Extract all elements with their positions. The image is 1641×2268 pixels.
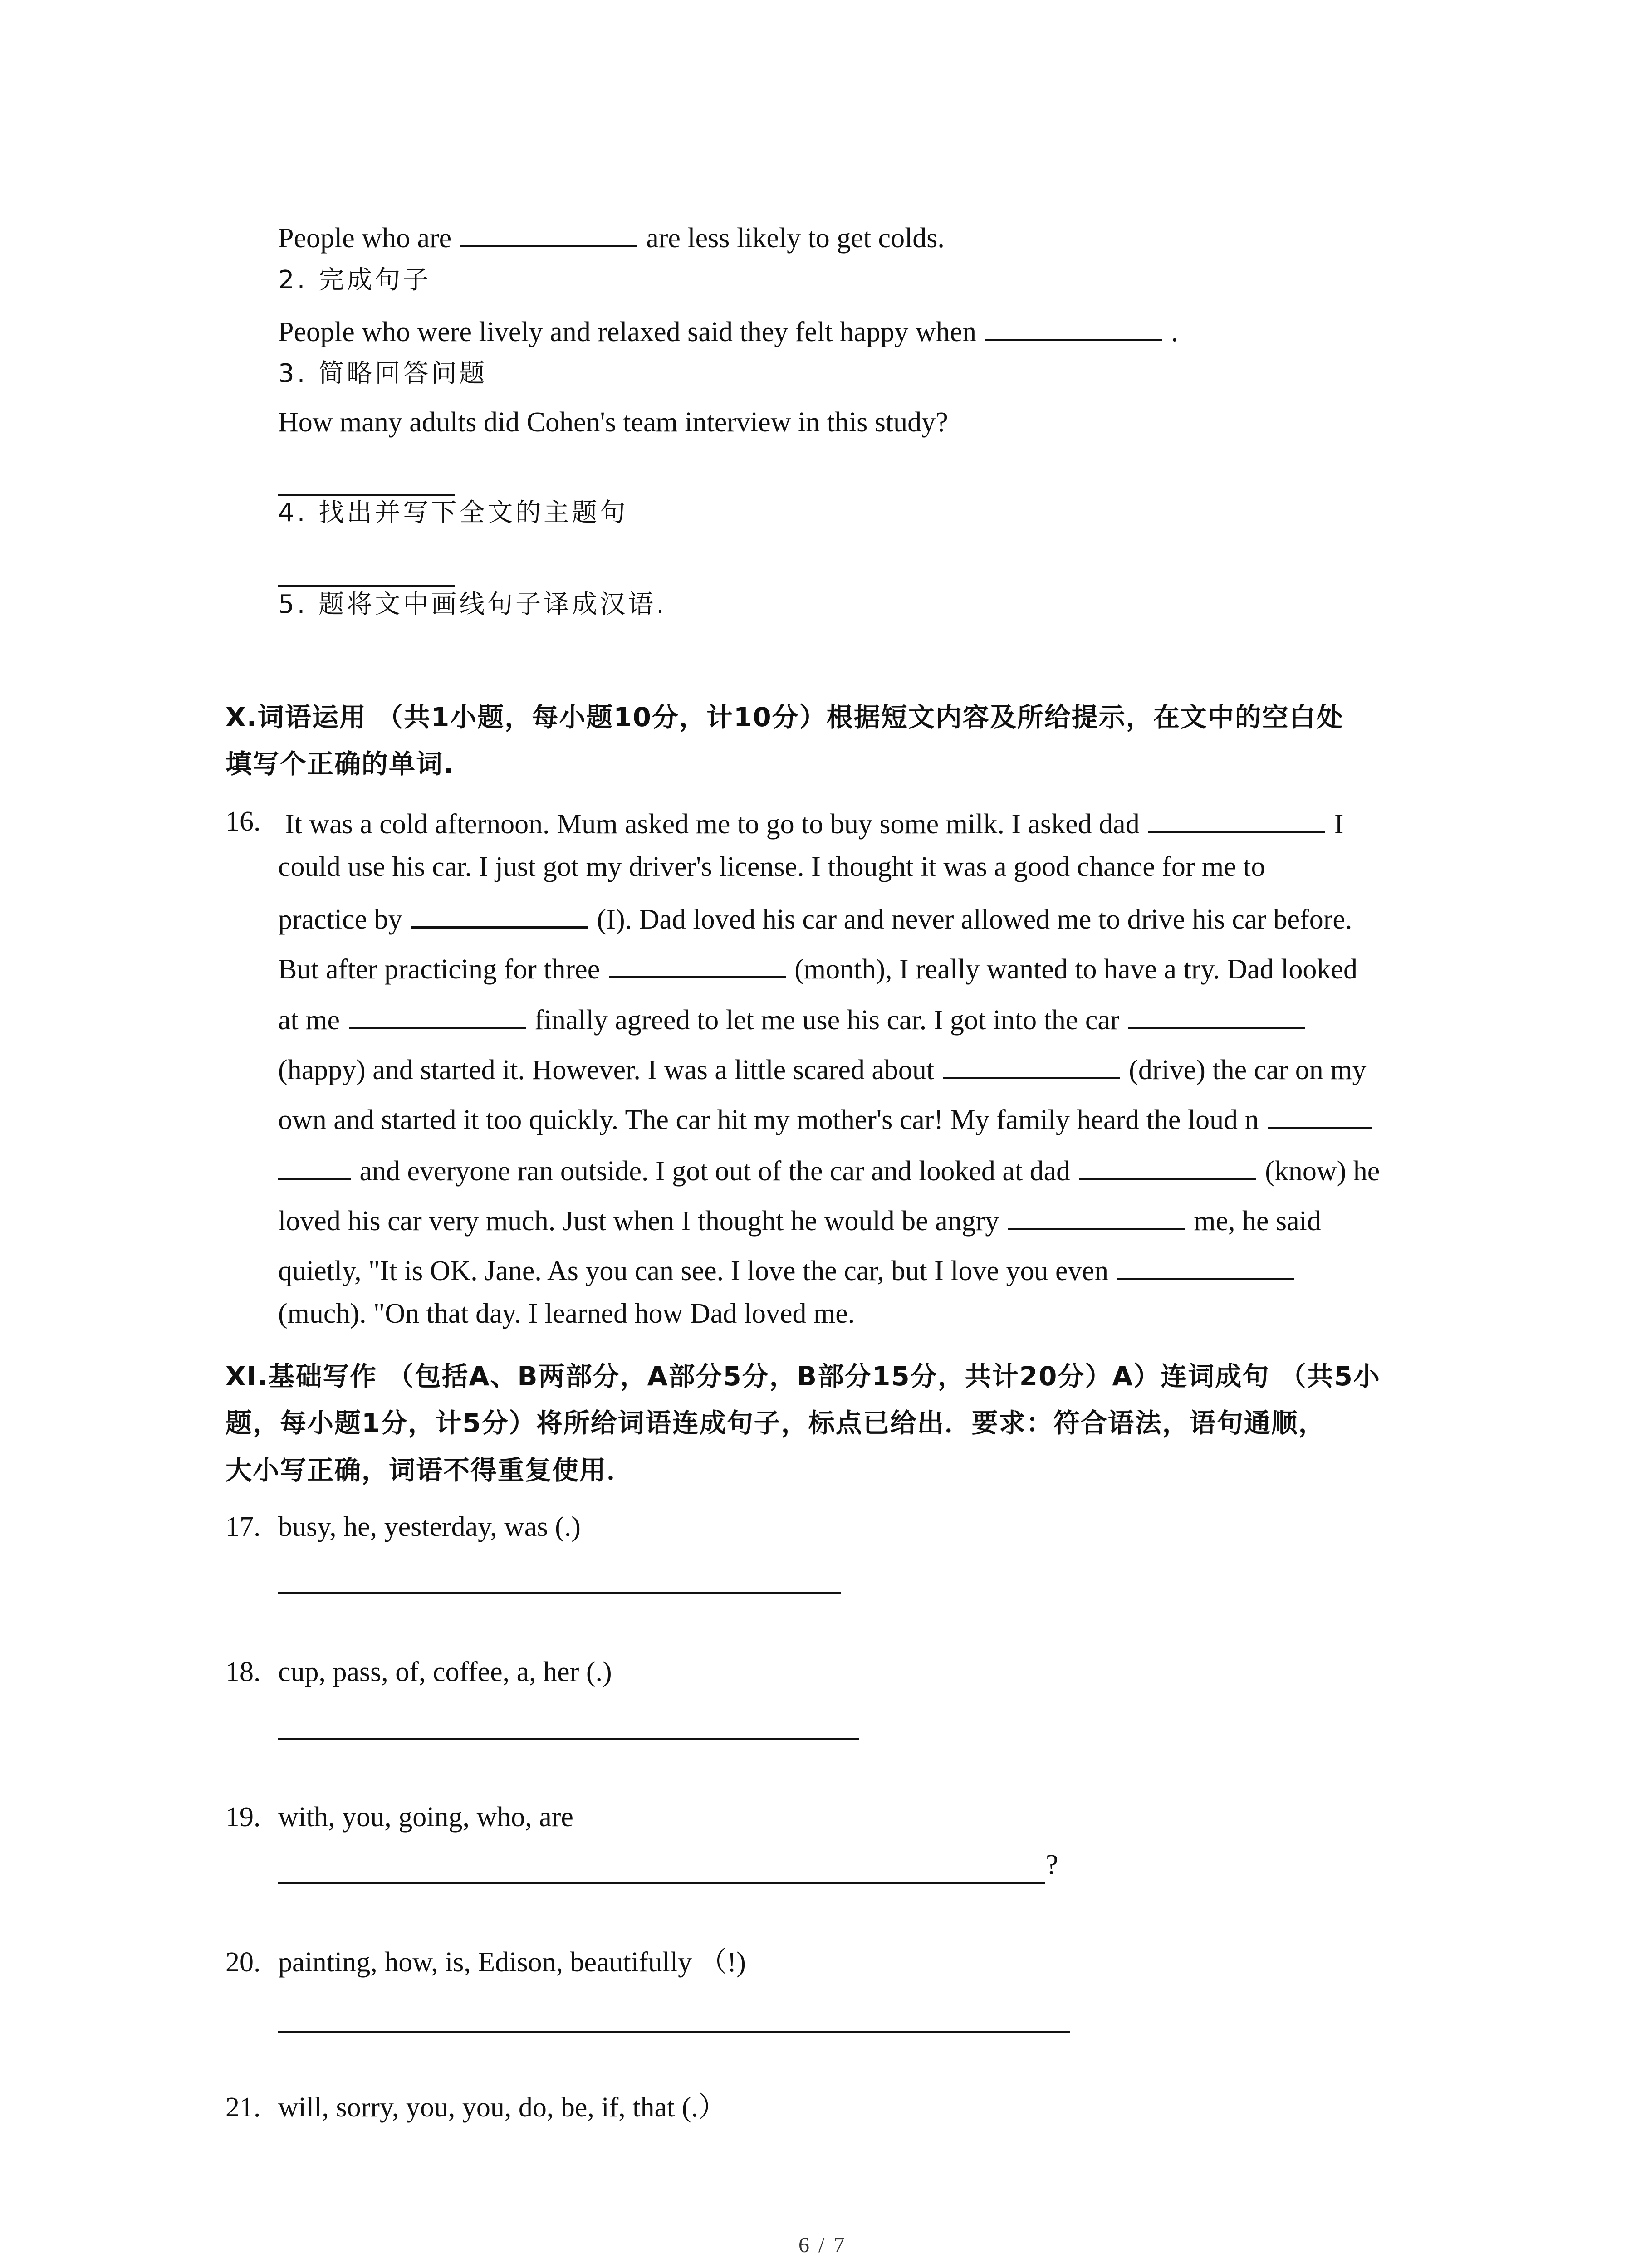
q2-sentence [278, 315, 1178, 346]
passage-text: (know) he [1265, 1156, 1380, 1187]
q1-sentence [278, 221, 945, 252]
question-18-words: cup, pass, of, coffee, a, her (.) [278, 1657, 612, 1687]
blank-2[interactable] [411, 903, 588, 929]
q2-label: 2. 完成句子 [278, 265, 431, 295]
passage-line-3 [278, 903, 1352, 934]
passage-text: own and started it too quickly. The car hit my mother's car! My family heard the loud n [278, 1105, 1259, 1135]
passage-text: and everyone ran outside. I got out of the car and looked at dad [359, 1156, 1071, 1187]
blank-7b[interactable] [278, 1154, 351, 1180]
passage-text: practice by [278, 904, 402, 935]
q2-text-pre: People who were lively and relaxed said they felt happy when [278, 317, 977, 347]
passage-line-6 [278, 1053, 1367, 1084]
blank-3[interactable] [609, 953, 786, 978]
question-17-words: busy, he, yesterday, was (.) [278, 1511, 581, 1542]
blank-5[interactable] [1128, 1003, 1305, 1029]
question-19-words: with, you, going, who, are [278, 1802, 573, 1833]
question-21-words: will, sorry, you, you, do, be, if, that (.） [278, 2092, 726, 2123]
q5-label: 5. 题将文中画线句子译成汉语. [278, 590, 667, 619]
passage-line-10 [278, 1254, 1296, 1285]
question-18-number: 18. [225, 1657, 261, 1687]
question-17-answer-line[interactable] [278, 1592, 841, 1594]
passage-line-11: (much). "On that day. I learned how Dad loved me. [278, 1298, 855, 1329]
passage-line-8 [278, 1154, 1380, 1185]
passage-text: at me [278, 1005, 340, 1036]
q1-text-pre: People who are [278, 223, 452, 254]
q3-answer-line[interactable] [278, 494, 455, 496]
section-x-heading-line1: X.词语运用 （共1小题，每小题10分，计10分）根据短文内容及所给提示，在文中的空白处 [225, 702, 1344, 733]
passage-text: (happy) and started it. However. I was a little scared about [278, 1055, 935, 1085]
passage-text: me, he said [1194, 1206, 1321, 1237]
question-17-number: 17. [225, 1511, 261, 1542]
section-xi-heading-line2: 题，每小题1分，计5分）将所给词语连成句子，标点已给出．要求：符合语法，语句通顺， [225, 1408, 1326, 1438]
question-21-number: 21. [225, 2092, 261, 2123]
passage-line-1 [285, 807, 1343, 838]
passage-text: I [1334, 809, 1344, 840]
passage-text: finally agreed to let me use his car. I got into the car [534, 1005, 1120, 1036]
q4-label: 4. 找出并写下全文的主题句 [278, 498, 628, 528]
blank-9[interactable] [1008, 1204, 1185, 1230]
passage-line-5 [278, 1003, 1307, 1034]
section-xi-heading-line3: 大小写正确，词语不得重复使用． [225, 1455, 634, 1486]
question-19-number: 19. [225, 1802, 261, 1833]
blank-8[interactable] [1079, 1154, 1256, 1180]
q3-question: How many adults did Cohen's team interview in this study? [278, 407, 948, 438]
question-18-answer-line[interactable] [278, 1738, 859, 1740]
blank-4[interactable] [349, 1003, 526, 1029]
passage-line-9 [278, 1204, 1321, 1235]
passage-text: But after practicing for three [278, 954, 600, 985]
q4-answer-line[interactable] [278, 585, 455, 587]
passage-text: quietly, "It is OK. Jane. As you can see. I love the car, but I love you even [278, 1256, 1109, 1286]
q1-text-post: are less likely to get colds. [646, 223, 945, 254]
blank-7a[interactable] [1268, 1103, 1372, 1129]
blank-10[interactable] [1117, 1254, 1294, 1280]
section-x-heading-line2: 填写个正确的单词. [225, 748, 455, 779]
section-xi-heading-line1: XI.基础写作 （包括A、B两部分，A部分5分，B部分15分，共计20分）A）连词成句 （共5小 [225, 1361, 1381, 1392]
question-16-number: 16. [225, 806, 261, 837]
blank-1[interactable] [1148, 807, 1325, 833]
passage-text: (drive) the car on my [1129, 1055, 1367, 1085]
question-19-punctuation: ? [1046, 1849, 1058, 1880]
question-20-answer-line[interactable] [278, 2031, 1070, 2033]
question-20-words: painting, how, is, Edison, beautifully （!) [278, 1947, 746, 1978]
q2-text-post: . [1171, 317, 1178, 347]
passage-line-4 [278, 953, 1357, 983]
passage-text: It was a cold afternoon. Mum asked me to go to buy some milk. I asked dad [285, 809, 1140, 840]
blank-6[interactable] [943, 1053, 1120, 1079]
passage-text: loved his car very much. Just when I thought he would be angry [278, 1206, 999, 1237]
passage-text: (I). Dad loved his car and never allowed me to drive his car before. [597, 904, 1352, 935]
passage-line-2: could use his car. I just got my driver's license. I thought it was a good chance for me to [278, 851, 1265, 882]
q3-label: 3. 简略回答问题 [278, 359, 488, 388]
q1-blank[interactable] [460, 221, 637, 247]
passage-text: (month), I really wanted to have a try. Dad looked [794, 954, 1357, 985]
question-20-number: 20. [225, 1947, 261, 1978]
passage-line-7 [278, 1103, 1374, 1134]
page-number: 6 / 7 [798, 2233, 847, 2257]
q2-blank[interactable] [985, 315, 1162, 341]
question-19-answer-line[interactable] [278, 1882, 1045, 1884]
